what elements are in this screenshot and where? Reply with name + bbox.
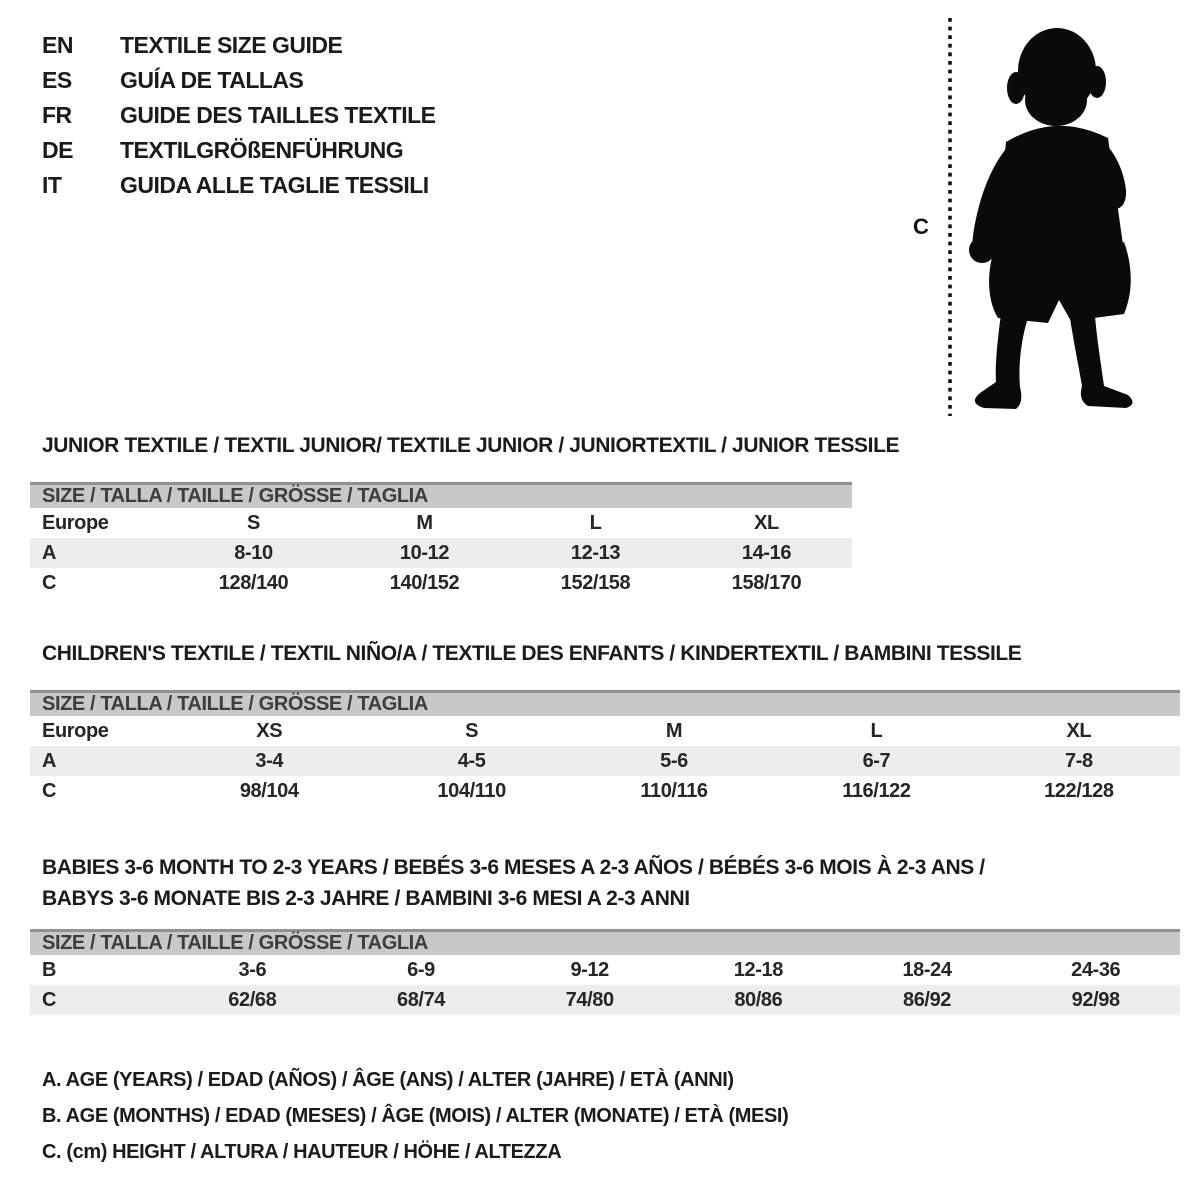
table-cell: XS xyxy=(256,719,283,742)
section-title: BABIES 3-6 MONTH TO 2-3 YEARS / BEBÉS 3-6 MESES A 2-3 AÑOS / BÉBÉS 3-6 MOIS À 2-3 ANS / xyxy=(42,856,985,879)
language-code: FR xyxy=(42,102,72,128)
language-code: IT xyxy=(42,172,62,198)
junior-size-table xyxy=(30,508,852,598)
table-cell: 9-12 xyxy=(570,958,609,981)
table-cell: 4-5 xyxy=(457,749,486,772)
table-cell: 24-36 xyxy=(1071,958,1121,981)
table-cell: L xyxy=(589,511,602,534)
language-row xyxy=(42,168,436,203)
language-code: ES xyxy=(42,67,72,93)
legend-note: C. (cm) HEIGHT / ALTURA / HAUTEUR / HÖHE / ALTEZZA xyxy=(42,1141,562,1163)
section-title: JUNIOR TEXTILE / TEXTIL JUNIOR/ TEXTILE JUNIOR / JUNIORTEXTIL / JUNIOR TESSILE xyxy=(42,434,900,457)
table-cell: XL xyxy=(754,511,779,534)
section-title-lines xyxy=(30,434,900,458)
height-measure-label: C xyxy=(913,214,929,239)
row-label: C xyxy=(42,988,57,1011)
legend-notes xyxy=(42,1062,788,1170)
section-title: BABYS 3-6 MONATE BIS 2-3 JAHRE / BAMBINI 3-6 MESI A 2-3 ANNI xyxy=(42,887,690,910)
section-junior-textile xyxy=(30,434,900,598)
table-cell: 140/152 xyxy=(389,571,460,594)
language-title: TEXTILE SIZE GUIDE xyxy=(120,32,343,58)
babies-size-table xyxy=(30,955,1180,1015)
section-babies-textile xyxy=(30,852,1180,1015)
language-row xyxy=(42,63,436,98)
size-header-bar: SIZE / TALLA / TAILLE / GRÖSSE / TAGLIA xyxy=(30,929,1180,955)
row-values xyxy=(168,780,1180,803)
table-row xyxy=(30,568,852,598)
table-row xyxy=(30,776,1180,806)
toddler-silhouette-icon xyxy=(969,28,1133,409)
row-values xyxy=(168,989,1180,1012)
row-values xyxy=(168,512,852,535)
table-cell: 7-8 xyxy=(1064,749,1093,772)
table-cell: 92/98 xyxy=(1071,988,1120,1011)
table-cell: 104/110 xyxy=(437,779,506,802)
table-cell: 110/116 xyxy=(640,779,708,802)
table-cell: 10-12 xyxy=(399,541,450,564)
size-header-bar: SIZE / TALLA / TAILLE / GRÖSSE / TAGLIA xyxy=(30,690,1180,716)
row-label: A xyxy=(42,541,57,564)
row-values xyxy=(168,720,1180,743)
table-cell: 62/68 xyxy=(228,988,277,1011)
table-cell: 5-6 xyxy=(660,749,688,772)
children-size-table xyxy=(30,716,1180,806)
table-row xyxy=(30,716,1180,746)
table-cell: 122/128 xyxy=(1044,779,1114,802)
language-title: GUIDA ALLE TAGLIE TESSILI xyxy=(120,172,429,198)
table-cell: M xyxy=(665,719,683,742)
row-values xyxy=(168,959,1180,982)
table-cell: 158/170 xyxy=(731,571,802,594)
height-measure-figure xyxy=(898,14,1144,428)
language-code: EN xyxy=(42,32,73,58)
table-cell: 80/86 xyxy=(734,988,783,1011)
language-title: GUIDE DES TAILLES TEXTILE xyxy=(120,102,436,128)
language-row xyxy=(42,28,436,63)
table-cell: 6-9 xyxy=(407,958,435,981)
language-code: DE xyxy=(42,137,73,163)
section-title: CHILDREN'S TEXTILE / TEXTIL NIÑO/A / TEXTILE DES ENFANTS / KINDERTEXTIL / BAMBINI TESSILE xyxy=(42,642,1022,665)
table-cell: S xyxy=(247,511,260,534)
table-cell: 6-7 xyxy=(862,749,891,772)
table-cell: 116/122 xyxy=(842,779,911,802)
table-cell: 86/92 xyxy=(902,988,952,1011)
table-row xyxy=(30,955,1180,985)
row-values xyxy=(168,750,1180,773)
table-cell: 18-24 xyxy=(902,958,952,981)
section-title-lines xyxy=(30,642,1180,666)
row-label: Europe xyxy=(42,511,109,534)
table-row xyxy=(30,508,852,538)
row-label: C xyxy=(42,779,57,802)
language-title-list xyxy=(42,28,436,203)
row-values xyxy=(168,572,852,595)
table-cell: M xyxy=(416,511,433,534)
table-row xyxy=(30,746,1180,776)
table-row xyxy=(30,538,852,568)
language-title: GUÍA DE TALLAS xyxy=(120,67,304,93)
size-header-bar: SIZE / TALLA / TAILLE / GRÖSSE / TAGLIA xyxy=(30,482,852,508)
table-cell: 152/158 xyxy=(560,571,631,594)
row-label: Europe xyxy=(42,719,109,742)
legend-note: A. AGE (YEARS) / EDAD (AÑOS) / ÂGE (ANS) / ALTER (JAHRE) / ETÀ (ANNI) xyxy=(42,1069,734,1091)
table-cell: S xyxy=(465,719,479,742)
row-label: A xyxy=(42,749,57,772)
row-values xyxy=(168,542,852,565)
table-cell: 3-6 xyxy=(238,958,267,981)
table-cell: 68/74 xyxy=(396,988,446,1011)
legend-note: B. AGE (MONTHS) / EDAD (MESES) / ÂGE (MOIS) / ALTER (MONATE) / ETÀ (MESI) xyxy=(42,1105,789,1127)
table-cell: L xyxy=(870,719,883,742)
table-cell: 8-10 xyxy=(234,541,273,564)
table-cell: 12-18 xyxy=(733,958,783,981)
language-row xyxy=(42,133,436,168)
row-label: B xyxy=(42,958,57,981)
table-cell: XL xyxy=(1066,719,1092,742)
table-row xyxy=(30,985,1180,1015)
table-cell: 128/140 xyxy=(218,571,289,594)
table-cell: 74/80 xyxy=(565,988,614,1011)
table-cell: 3-4 xyxy=(255,749,284,772)
language-title: TEXTILGRÖßENFÜHRUNG xyxy=(120,137,404,163)
table-cell: 12-13 xyxy=(570,541,621,564)
row-label: C xyxy=(42,571,57,594)
section-title-lines xyxy=(30,852,1180,914)
table-cell: 98/104 xyxy=(239,779,299,802)
language-row xyxy=(42,98,436,133)
section-childrens-textile xyxy=(30,642,1180,806)
table-cell: 14-16 xyxy=(741,541,792,564)
